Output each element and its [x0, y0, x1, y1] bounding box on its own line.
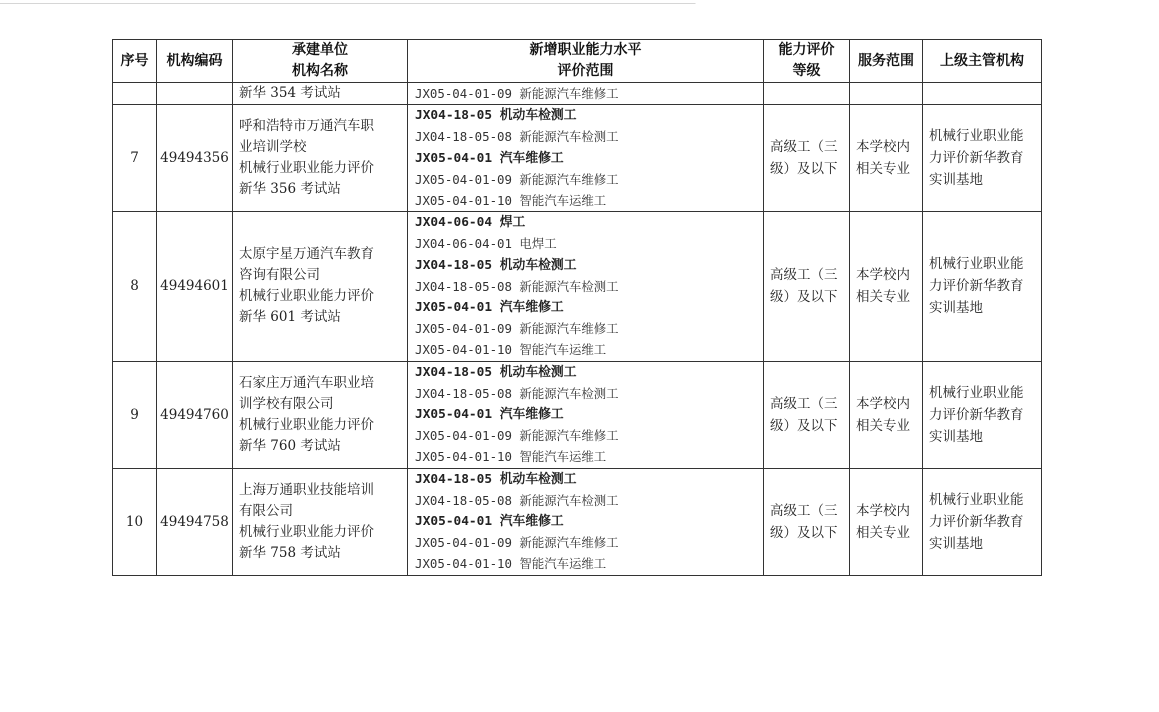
row-code: 49494758: [157, 468, 233, 575]
scope-line: JX04-18-05 机动车检测工: [415, 108, 577, 124]
supervisor-line: 实训基地: [929, 428, 983, 445]
row-grade: [764, 361, 850, 468]
row-grade: [764, 212, 850, 361]
unit-line: 咨询有限公司: [239, 267, 320, 284]
supervisor-line: 力评价新华教育: [929, 278, 1024, 295]
row-scope: [408, 105, 764, 212]
scope-line: JX05-04-01-10 智能汽车运维工: [415, 342, 607, 358]
unit-line: 石家庄万通汽车职业培: [239, 374, 374, 391]
unit-line: 机械行业职业能力评价: [239, 288, 374, 305]
unit-line: 新华 601 考试站: [239, 309, 341, 326]
supervisor-line: 机械行业职业能: [929, 384, 1024, 401]
service-line: 相关专业: [856, 524, 910, 541]
header-supervisor: 上级主管机构: [923, 40, 1042, 83]
service-line: 相关专业: [856, 161, 910, 178]
table-row: [113, 468, 1042, 575]
continuation-unit: 新华 354 考试站: [233, 83, 408, 105]
scope-line: JX04-18-05 机动车检测工: [415, 257, 577, 273]
scope-line: JX05-04-01-10 智能汽车运维工: [415, 193, 607, 209]
institution-table: [112, 39, 1042, 576]
scope-line: JX05-04-01-09 新能源汽车维修工: [415, 428, 619, 444]
row-code: 49494760: [157, 361, 233, 468]
scope-line: JX04-18-05-08 新能源汽车检测工: [415, 492, 619, 508]
row-code: 49494601: [157, 212, 233, 361]
row-index: 8: [113, 212, 157, 361]
supervisor-line: 力评价新华教育: [929, 406, 1024, 423]
scope-line: JX04-06-04-01 电焊工: [415, 236, 557, 252]
service-line: 本学校内: [856, 139, 910, 156]
scope-line: JX05-04-01 汽车维修工: [415, 514, 564, 530]
table-row: [113, 105, 1042, 212]
row-index: 7: [113, 105, 157, 212]
row-scope: [408, 361, 764, 468]
scope-line: JX04-18-05 机动车检测工: [415, 471, 577, 487]
service-line: 本学校内: [856, 267, 910, 284]
unit-line: 机械行业职业能力评价: [239, 523, 374, 540]
service-line: 本学校内: [856, 395, 910, 412]
supervisor-line: 机械行业职业能: [929, 491, 1024, 508]
unit-line: 呼和浩特市万通汽车职: [239, 118, 374, 135]
row-service: [850, 212, 923, 361]
row-index: 10: [113, 468, 157, 575]
unit-line: 新华 758 考试站: [239, 544, 341, 561]
row-unit: [233, 212, 408, 361]
continuation-row: [113, 83, 1042, 105]
scope-line: JX04-18-05-08 新能源汽车检测工: [415, 385, 619, 401]
header-code: 机构编码: [157, 40, 233, 83]
unit-line: 训学校有限公司: [239, 395, 334, 412]
grade-line: 级）及以下: [770, 524, 838, 541]
service-line: 相关专业: [856, 289, 910, 306]
grade-line: 高级工（三: [770, 267, 838, 284]
supervisor-line: 机械行业职业能: [929, 256, 1024, 273]
supervisor-line: 实训基地: [929, 535, 983, 552]
row-unit: [233, 105, 408, 212]
row-code: 49494356: [157, 105, 233, 212]
row-grade: [764, 105, 850, 212]
unit-line: 机械行业职业能力评价: [239, 160, 374, 177]
service-line: 本学校内: [856, 502, 910, 519]
header-unit-line1: 承建单位: [292, 42, 348, 58]
grade-line: 高级工（三: [770, 395, 838, 412]
grade-line: 级）及以下: [770, 161, 838, 178]
row-index: 9: [113, 361, 157, 468]
header-unit-line2: 机构名称: [292, 63, 348, 79]
unit-line: 机械行业职业能力评价: [239, 416, 374, 433]
header-service: 服务范围: [850, 40, 923, 83]
table-row: [113, 361, 1042, 468]
scope-line: JX04-18-05-08 新能源汽车检测工: [415, 278, 619, 294]
unit-line: 上海万通职业技能培训: [239, 481, 374, 498]
supervisor-line: 实训基地: [929, 300, 983, 317]
row-unit: [233, 468, 408, 575]
scan-edge-line: [0, 3, 1159, 4]
header-index: 序号: [113, 40, 157, 83]
unit-line: 太原宇星万通汽车教育: [239, 246, 374, 263]
scope-line: JX05-04-01-09 新能源汽车维修工: [415, 535, 619, 551]
unit-line: 新华 760 考试站: [239, 437, 341, 454]
supervisor-line: 实训基地: [929, 172, 983, 189]
header-scope-line1: 新增职业能力水平: [529, 42, 642, 58]
header-grade-line2: 等级: [792, 63, 821, 79]
header-grade: [764, 40, 850, 83]
scope-line: JX05-04-01 汽车维修工: [415, 150, 564, 166]
scope-line: JX05-04-01-09 新能源汽车维修工: [415, 171, 619, 187]
grade-line: 高级工（三: [770, 139, 838, 156]
unit-line: 有限公司: [239, 502, 293, 519]
scope-line: JX05-04-01-09 新能源汽车维修工: [415, 321, 619, 337]
row-scope: [408, 468, 764, 575]
unit-line: 业培训学校: [239, 139, 307, 156]
supervisor-line: 力评价新华教育: [929, 513, 1024, 530]
grade-line: 级）及以下: [770, 289, 838, 306]
supervisor-line: 机械行业职业能: [929, 128, 1024, 145]
scope-line: JX04-18-05 机动车检测工: [415, 364, 577, 380]
grade-line: 级）及以下: [770, 417, 838, 434]
table-row: [113, 212, 1042, 361]
header-grade-line1: 能力评价: [778, 42, 835, 58]
continuation-scope: JX05-04-01-09 新能源汽车维修工: [408, 83, 764, 105]
scope-line: JX05-04-01 汽车维修工: [415, 407, 564, 423]
grade-line: 高级工（三: [770, 502, 838, 519]
row-supervisor: [923, 468, 1042, 575]
scope-line: JX05-04-01-10 智能汽车运维工: [415, 449, 607, 465]
row-service: [850, 105, 923, 212]
service-line: 相关专业: [856, 417, 910, 434]
row-service: [850, 468, 923, 575]
row-scope: [408, 212, 764, 361]
scope-line: JX05-04-01-10 智能汽车运维工: [415, 556, 607, 572]
supervisor-line: 力评价新华教育: [929, 150, 1024, 167]
row-supervisor: [923, 361, 1042, 468]
header-scope-line2: 评价范围: [557, 63, 614, 79]
scope-line: JX04-18-05-08 新能源汽车检测工: [415, 129, 619, 145]
header-row: [113, 40, 1042, 83]
scope-line: JX05-04-01 汽车维修工: [415, 300, 564, 316]
row-grade: [764, 468, 850, 575]
header-scope: [408, 40, 764, 83]
row-service: [850, 361, 923, 468]
scope-line: JX04-06-04 焊工: [415, 215, 526, 231]
unit-line: 新华 356 考试站: [239, 181, 341, 198]
row-supervisor: [923, 212, 1042, 361]
header-unit: [233, 40, 408, 83]
row-supervisor: [923, 105, 1042, 212]
row-unit: [233, 361, 408, 468]
